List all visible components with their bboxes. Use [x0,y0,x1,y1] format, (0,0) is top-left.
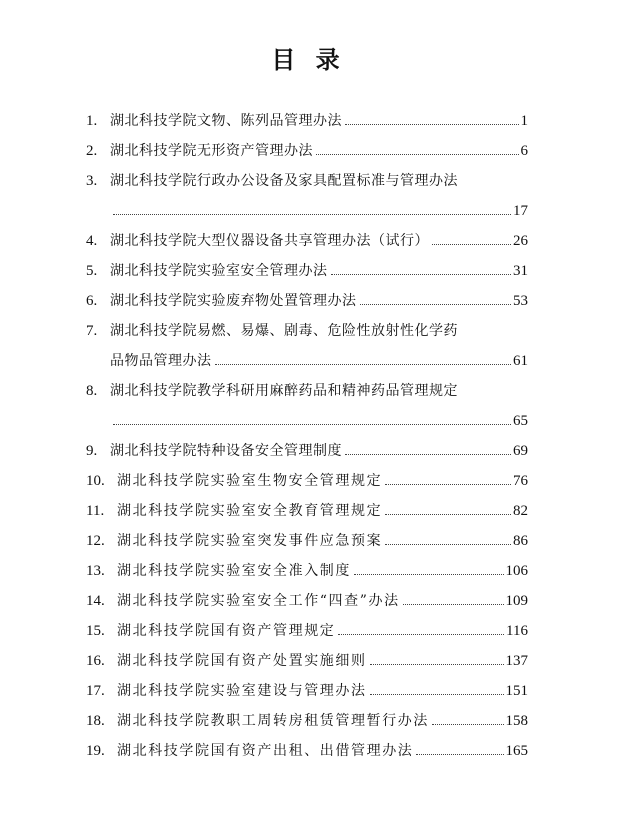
toc-entry-page: 116 [506,623,528,639]
toc-entry-page: 61 [513,353,528,369]
toc-entry-title: 湖北科技学院国有资产管理规定 [117,623,336,639]
dot-leader [345,124,519,125]
toc-entry[interactable] [86,646,528,676]
dot-leader [370,664,504,665]
toc-entry-title: 湖北科技学院大型仪器设备共享管理办法（试行） [110,233,429,249]
toc-entry-title: 湖北科技学院实验室安全管理办法 [110,263,328,279]
toc-entry-number: 10. [86,473,105,489]
toc-entry-title-continued: 品物品管理办法 [110,353,212,369]
toc-entry-title: 湖北科技学院实验室安全工作“四查”办法 [117,593,400,609]
toc-entry-number: 11. [86,503,105,519]
toc-entry-title: 湖北科技学院实验室生物安全管理规定 [117,473,383,489]
toc-entry-page: 165 [505,743,528,759]
toc-entry-number: 5. [86,263,98,279]
toc-entry[interactable] [86,166,528,226]
page-title: 目 录 [271,46,346,74]
toc-entry-page: 76 [513,473,528,489]
toc-entry-title: 湖北科技学院实验室建设与管理办法 [117,683,367,699]
table-of-contents [86,106,528,766]
toc-entry-title: 湖北科技学院教职工周转房租赁管理暂行办法 [117,713,429,729]
toc-entry-title: 湖北科技学院无形资产管理办法 [110,143,313,159]
toc-entry-page: 26 [513,233,528,249]
toc-entry-number: 14. [86,593,105,609]
toc-entry[interactable] [86,556,528,586]
toc-entry-number: 4. [86,233,98,249]
toc-entry-page: 31 [513,263,528,279]
toc-entry-number: 18. [86,713,105,729]
toc-entry-page: 106 [505,563,528,579]
dot-leader [113,214,511,215]
toc-entry[interactable] [86,256,528,286]
toc-entry-number: 1. [86,113,98,129]
toc-entry[interactable] [86,376,528,436]
dot-leader [432,724,504,725]
dot-leader [370,694,504,695]
toc-entry[interactable] [86,136,528,166]
toc-entry[interactable] [86,586,528,616]
dot-leader [385,514,511,515]
dot-leader [113,424,511,425]
toc-entry-title: 湖北科技学院教学科研用麻醉药品和精神药品管理规定 [110,383,458,399]
toc-entry[interactable] [86,616,528,646]
toc-entry-title: 湖北科技学院文物、陈列品管理办法 [110,113,342,129]
dot-leader [354,574,504,575]
toc-entry-page: 1 [520,113,528,129]
toc-entry-number: 13. [86,563,105,579]
toc-entry-number: 8. [86,383,98,399]
toc-entry-title: 湖北科技学院实验室突发事件应急预案 [117,533,383,549]
toc-entry[interactable] [86,736,528,766]
dot-leader [403,604,504,605]
toc-entry-page: 151 [505,683,528,699]
toc-entry-title: 湖北科技学院国有资产处置实施细则 [117,653,367,669]
toc-entry-number: 7. [86,323,98,339]
toc-entry-page: 53 [513,293,528,309]
dot-leader [338,634,504,635]
toc-entry[interactable] [86,316,528,376]
toc-entry[interactable] [86,436,528,466]
toc-entry-number: 6. [86,293,98,309]
dot-leader [345,454,511,455]
toc-entry-page: 69 [513,443,528,459]
toc-entry[interactable] [86,226,528,256]
toc-entry[interactable] [86,496,528,526]
toc-entry[interactable] [86,286,528,316]
dot-leader [316,154,519,155]
toc-entry-title: 湖北科技学院实验室安全准入制度 [117,563,351,579]
toc-entry-page: 137 [505,653,528,669]
toc-entry[interactable] [86,106,528,136]
toc-entry[interactable] [86,466,528,496]
toc-entry[interactable] [86,526,528,556]
toc-entry-title: 湖北科技学院特种设备安全管理制度 [110,443,342,459]
toc-entry[interactable] [86,706,528,736]
toc-entry-title: 湖北科技学院易燃、易爆、剧毒、危险性放射性化学药 [110,323,458,339]
dot-leader [385,544,511,545]
toc-entry-number: 15. [86,623,105,639]
toc-entry[interactable] [86,676,528,706]
toc-entry-title: 湖北科技学院实验废弃物处置管理办法 [110,293,357,309]
dot-leader [432,244,511,245]
toc-entry-number: 12. [86,533,105,549]
toc-entry-page: 86 [513,533,528,549]
toc-entry-number: 17. [86,683,105,699]
toc-entry-page: 17 [513,203,528,219]
toc-entry-title: 湖北科技学院国有资产出租、出借管理办法 [117,743,414,759]
toc-entry-number: 2. [86,143,98,159]
toc-entry-number: 19. [86,743,105,759]
toc-entry-number: 16. [86,653,105,669]
toc-entry-number: 3. [86,173,98,189]
toc-entry-title: 湖北科技学院实验室安全教育管理规定 [117,503,383,519]
dot-leader [385,484,511,485]
toc-entry-page: 6 [520,143,528,159]
dot-leader [360,304,512,305]
toc-entry-page: 65 [513,413,528,429]
dot-leader [215,364,512,365]
dot-leader [416,754,503,755]
toc-entry-page: 109 [505,593,528,609]
toc-entry-page: 158 [505,713,528,729]
dot-leader [331,274,512,275]
toc-entry-number: 9. [86,443,98,459]
toc-entry-page: 82 [513,503,528,519]
toc-entry-title: 湖北科技学院行政办公设备及家具配置标准与管理办法 [110,173,458,189]
